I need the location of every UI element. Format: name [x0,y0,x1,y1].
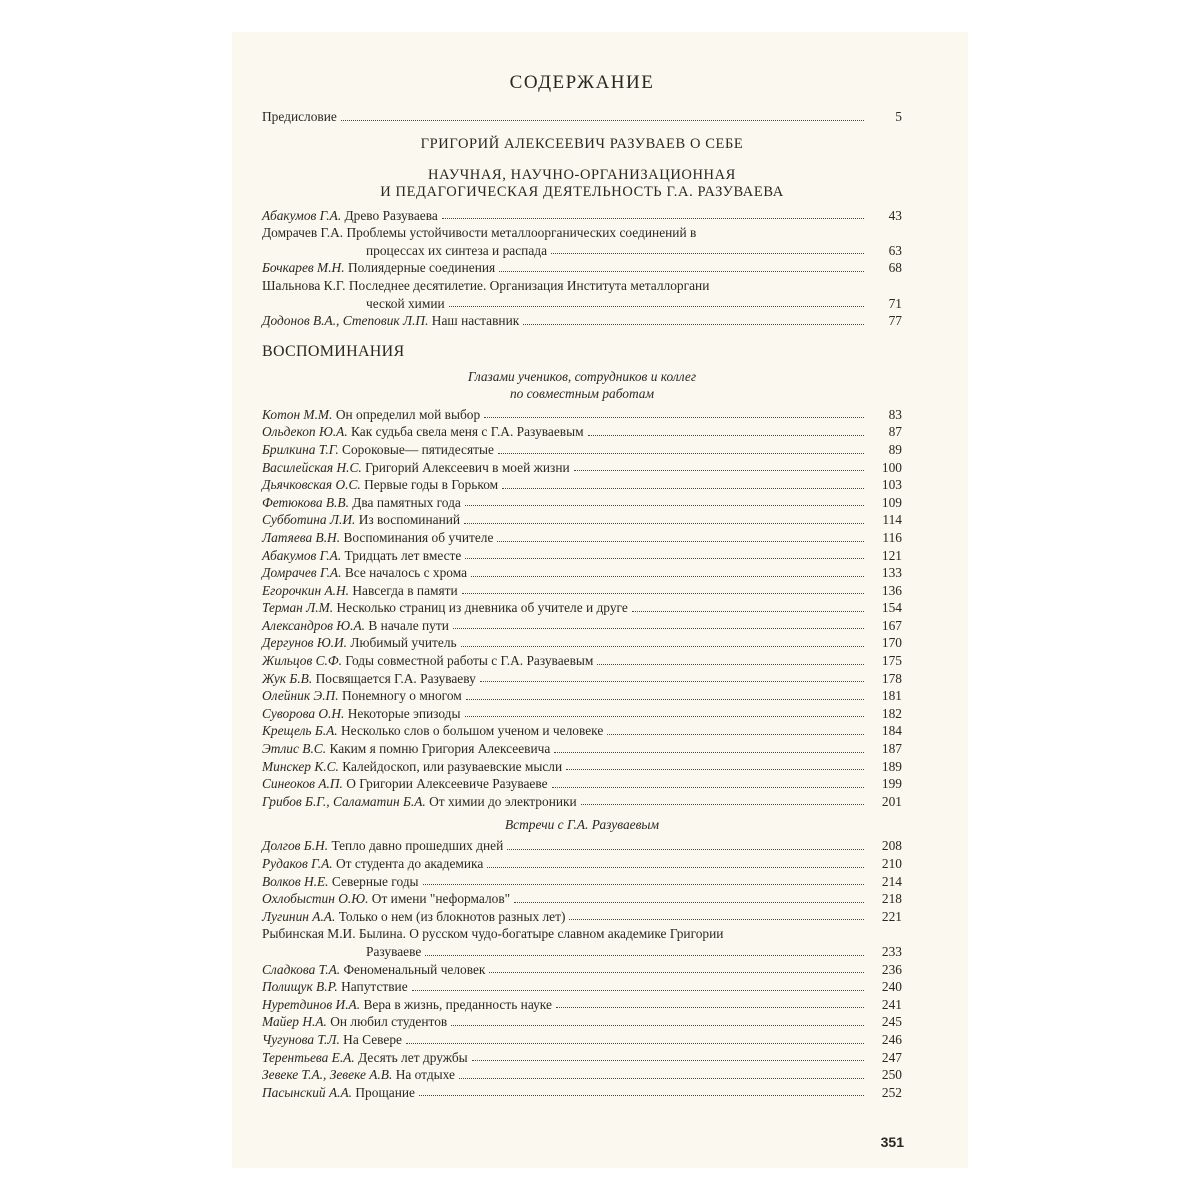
toc-entry [262,890,902,908]
leader-dots [419,1095,864,1096]
toc-entry [262,758,902,776]
entry-text [262,652,593,670]
entry-title: Понемногу о многом [341,688,462,704]
toc-entry [262,242,902,260]
toc-entry [262,978,902,996]
entry-page: 103 [881,477,902,493]
entry-page: 109 [881,494,902,510]
leader-dots [425,955,864,956]
entry-text [262,890,510,908]
entry-title: Былина. О русском чудо-богатыре славном академике Григории [358,926,724,942]
entry-text [262,996,552,1014]
entry-page: 83 [888,406,902,422]
entry-text [262,670,476,688]
entry-page: 77 [888,313,902,329]
entry-text [262,511,460,529]
entry-page: 233 [881,943,902,959]
toc-entry-first-line [262,925,902,943]
leader-dots [551,253,864,254]
entry-page: 63 [888,242,902,258]
leader-dots [465,716,865,717]
leader-dots [498,453,864,454]
entry-author: Василейская Н.С. [262,459,362,475]
toc-entry [262,740,902,758]
entry-author: Бочкарев М.Н. [262,260,345,276]
section3-heading: ВОСПОМИНАНИЯ [262,342,405,360]
entry-page: 100 [881,459,902,475]
toc-entry [262,705,902,723]
entry-page: 133 [881,565,902,581]
toc-entry [262,652,902,670]
entry-text [262,564,467,582]
entry-title: Каким я помню Григория Алексеевича [329,741,551,757]
entry-author: Сладкова Т.А. [262,961,341,977]
entry-page: 170 [881,635,902,651]
entry-author: Терман Л.М. [262,600,334,616]
entry-page: 43 [888,207,902,223]
entry-page: 246 [881,1031,902,1047]
entry-page: 71 [888,295,902,311]
leader-dots [462,593,864,594]
toc-entry [262,441,902,459]
entry-title: Григорий Алексеевич в моей жизни [365,459,570,475]
entry-text [262,775,548,793]
leader-dots [423,884,864,885]
toc-entry [262,996,902,1014]
entry-title: Все началось с хрома [344,565,468,581]
toc-entry [262,406,902,424]
entry-page: 187 [881,741,902,757]
entry-text [262,978,408,996]
entry-author: Зевеке Т.А., Зевеке А.В. [262,1067,393,1083]
leader-dots [471,576,864,577]
entry-title: Несколько слов о большом ученом и человеке [341,723,604,739]
entry-page: 121 [881,547,902,563]
entry-page: 181 [881,688,902,704]
section2-list [262,207,902,330]
entry-title: Воспоминания об учителе [343,529,494,545]
toc-entry [262,617,902,635]
entry-page: 250 [881,1067,902,1083]
entry-page: 199 [881,776,902,792]
toc-entry [262,295,902,313]
entry-text [262,423,584,441]
leader-dots [459,1078,864,1079]
entry-author: Минскер К.С. [262,758,339,774]
toc-entry [262,582,902,600]
entry-title: Вера в жизнь, преданность науке [363,996,552,1012]
entry-author: Синеоков А.П. [262,776,343,792]
entry-author: Грибов Б.Г., Саламатин Б.А. [262,793,426,809]
entry-title: От студента до академика [336,856,484,871]
entry-text [262,837,503,855]
entry-page: 175 [881,653,902,669]
entry-author: Охлобыстин О.Ю. [262,891,369,907]
entry-page: 201 [881,793,902,809]
entry-title: Как судьба свела меня с Г.А. Разуваевым [351,424,584,440]
toc-entry [262,1084,902,1102]
entry-text [262,961,485,979]
entry-page: 178 [881,670,902,686]
entry-author: Нуретдинов И.А. [262,996,361,1012]
toc-entry [262,670,902,688]
entry-author: Майер Н.А. [262,1014,327,1030]
entry-page: 68 [888,260,902,276]
toc-entry [262,1031,902,1049]
entry-title: Только о нем (из блокнотов разных лет) [338,908,566,924]
entry-author: Латяева В.Н. [262,529,341,545]
entry-text [262,259,495,277]
leader-dots [632,611,864,612]
toc-entry [262,1066,902,1084]
leader-dots [466,699,864,700]
entry-title: Древо Разуваева [344,207,438,223]
entry-author: Жук Б.В. [262,670,313,686]
leader-dots [461,646,864,647]
entry-title: Прощание [355,1084,415,1100]
entry-text [262,687,462,705]
leader-dots [472,1060,864,1061]
toc-entry [262,207,902,225]
entry-text [262,705,461,723]
entry-title: Тепло давно прошедших дней [331,838,504,854]
entry-page: 116 [882,529,902,545]
leader-dots [406,1043,864,1044]
leader-dots [412,990,864,991]
page-title: СОДЕРЖАНИЕ [509,72,655,93]
preface-text: Предисловие [262,109,337,124]
subsection1-heading-line2: по совместным работам [509,385,655,401]
toc-entry [262,476,902,494]
entry-author: Брилкина Т.Г. [262,441,339,457]
section2-heading-line2: И ПЕДАГОГИЧЕСКАЯ ДЕЯТЕЛЬНОСТЬ Г.А. РАЗУВАЕВА [380,183,784,200]
entry-text [262,1013,447,1031]
leader-dots [480,681,864,682]
toc-entry [262,547,902,565]
entry-title: Навсегда в памяти [352,582,458,598]
entry-text [262,441,494,459]
entry-author: Домрачев Г.А. [262,225,344,241]
leader-dots [464,523,864,524]
entry-author: Котон М.М. [262,406,333,422]
entry-title: На отдыхе [395,1067,455,1083]
entry-title: Сороковые— пятидесятые [342,441,494,457]
subsection1-list [262,406,902,811]
toc-entry [262,837,902,855]
entry-title: Несколько страниц из дневника об учителе и друге [336,600,628,616]
entry-author: Субботина Л.И. [262,512,356,528]
toc-entry [262,259,902,277]
entry-text [262,873,419,891]
leader-dots [552,787,864,788]
toc-entry [262,312,902,330]
entry-page: 210 [881,856,902,871]
entry-title-continuation: Разуваеве [366,943,422,959]
leader-dots [607,734,864,735]
entry-title: Напутствие [341,979,408,995]
leader-dots [449,306,864,307]
entry-title: Десять лет дружбы [358,1049,468,1065]
toc-entry [262,423,902,441]
entry-author: Додонов В.А., Степовик Л.П. [262,313,429,329]
entry-title: Любимый учитель [350,635,457,651]
entry-text [262,1066,455,1084]
entry-page: 241 [881,996,902,1012]
leader-dots [341,120,864,121]
entry-title: Проблемы устойчивости металлоорганических соединений в [346,225,697,241]
entry-page: 114 [882,512,902,528]
entry-text [262,582,458,600]
entry-text [262,1049,468,1067]
entry-text [262,529,493,547]
entry-title: Феноменальный человек [343,961,486,977]
entry-author: Терентьева Е.А. [262,1049,355,1065]
entry-author: Егорочкин А.Н. [262,582,350,598]
entry-author: Долгов Б.Н. [262,838,329,854]
subsection2-list [262,837,902,1101]
toc-entry [262,511,902,529]
leader-dots [523,324,864,325]
leader-dots [489,972,864,973]
leader-dots [484,417,864,418]
entry-text [262,634,457,652]
leader-dots [465,505,864,506]
toc-entry [262,599,902,617]
entry-title: Он определил мой выбор [335,406,481,422]
leader-dots [465,558,864,559]
entry-author: Жильцов С.Ф. [262,653,343,669]
entry-author: Суворова О.Н. [262,705,345,721]
entry-page: 184 [881,723,902,739]
entry-title: Наш наставник [431,313,520,329]
entry-title: Полиядерные соединения [347,260,496,276]
entry-author: Волков Н.Е. [262,873,329,889]
entry-title: От имени "неформалов" [371,891,511,907]
toc-entry [262,459,902,477]
entry-page: 245 [881,1014,902,1030]
entry-author: Абакумов Г.А. [262,207,342,223]
entry-author: Дьячковская О.С. [262,477,361,493]
entry-title-continuation: ческой химии [366,295,445,311]
entry-author: Шальнова К.Г. [262,277,346,293]
entry-page: 154 [881,600,902,616]
entry-title: О Григории Алексеевиче Разуваеве [346,776,548,792]
entry-page: 136 [881,582,902,598]
entry-author: Рыбинская М.И. [262,926,356,942]
leader-dots [514,902,864,903]
entry-page: 218 [881,891,902,907]
toc-entry-preface [262,108,902,126]
toc-entry [262,564,902,582]
toc-entry-first-line [262,277,902,295]
entry-page: 214 [881,873,902,889]
entry-text [262,617,449,635]
book-page [232,32,968,1168]
toc-entry [262,961,902,979]
entry-text [262,459,570,477]
entry-text [262,855,483,873]
subsection1-heading-line1: Глазами учеников, сотрудников и коллег [467,368,697,384]
leader-dots [502,488,864,489]
toc-entry [262,943,902,961]
entry-author: Олейник Э.П. [262,688,339,704]
toc-entry [262,687,902,705]
entry-title: Посвящается Г.А. Разуваеву [315,670,476,686]
leader-dots [442,218,864,219]
entry-text [262,599,628,617]
entry-title: Годы совместной работы с Г.А. Разуваевым [345,653,594,669]
entry-title: Северные годы [331,873,419,889]
leader-dots [597,664,864,665]
entry-title: Он любил студентов [330,1014,448,1030]
toc-entry [262,908,902,926]
entry-title: Два памятных года [352,494,461,510]
entry-page: 89 [888,441,902,457]
toc-entry [262,529,902,547]
leader-dots [581,804,864,805]
entry-author: Дергунов Ю.И. [262,635,348,651]
entry-page: 221 [881,908,902,924]
entry-title: Последнее десятилетие. Организация Института металлоргани [348,277,710,293]
entry-title: На Севере [343,1031,402,1047]
leader-dots [554,752,864,753]
section2-heading-line1: НАУЧНАЯ, НАУЧНО-ОРГАНИЗАЦИОННАЯ [428,166,736,183]
entry-text [262,1031,402,1049]
toc-entry [262,722,902,740]
entry-author: Крещель Б.А. [262,723,338,739]
page-number: 351 [880,1134,904,1150]
entry-text [262,758,562,776]
subsection2-heading: Встречи с Г.А. Разуваевым [504,817,660,833]
toc-entry [262,873,902,891]
toc-entry-first-line [262,224,902,242]
entry-author: Чугунова Т.Л. [262,1031,340,1047]
entry-text [262,406,480,424]
toc-entry [262,793,902,811]
entry-page: 167 [881,617,902,633]
entry-page: 87 [888,424,902,440]
entry-text [262,547,461,565]
entry-text [262,793,577,811]
entry-text [262,494,461,512]
entry-author: Полищук В.Р. [262,979,338,995]
entry-author: Фетюкова В.В. [262,494,349,510]
entry-author: Домрачев Г.А. [262,565,342,581]
leader-dots [507,849,864,850]
entry-author: Абакумов Г.А. [262,547,342,563]
entry-page: 247 [881,1049,902,1065]
section1-heading: ГРИГОРИЙ АЛЕКСЕЕВИЧ РАЗУВАЕВ О СЕБЕ [420,135,744,152]
entry-author: Пасынский А.А. [262,1084,353,1100]
toc-entry [262,775,902,793]
entry-page: 208 [881,838,902,854]
toc-entry [262,494,902,512]
entry-title: В начале пути [368,617,449,633]
entry-page: 189 [881,758,902,774]
entry-page: 240 [881,979,902,995]
leader-dots [499,271,864,272]
leader-dots [588,435,864,436]
entry-author: Александров Ю.А. [262,617,366,633]
entry-text [262,908,565,926]
entry-author: Ольдекоп Ю.А. [262,424,348,440]
leader-dots [487,867,864,868]
leader-dots [497,541,864,542]
leader-dots [566,769,864,770]
leader-dots [451,1025,864,1026]
toc-content [262,72,902,1101]
leader-dots [556,1007,864,1008]
entry-text [262,476,498,494]
toc-entry [262,855,902,873]
entry-page: 236 [881,961,902,977]
entry-title: Из воспоминаний [358,512,461,528]
entry-title: Некоторые эпизоды [347,705,461,721]
entry-text [262,722,603,740]
toc-entry [262,1049,902,1067]
entry-author: Лугинин А.А. [262,908,336,924]
entry-text [262,1084,415,1102]
leader-dots [453,628,864,629]
entry-title: Первые годы в Горьком [364,477,499,493]
entry-page: 182 [881,705,902,721]
entry-title-continuation: процессах их синтеза и распада [366,242,548,258]
toc-entry [262,634,902,652]
entry-text [262,207,438,225]
leader-dots [574,470,864,471]
preface-page: 5 [895,109,902,124]
entry-title: От химии до электроники [429,793,577,809]
entry-text [262,740,550,758]
entry-author: Рудаков Г.А. [262,856,333,871]
entry-title: Тридцать лет вместе [344,547,462,563]
entry-text [262,312,519,330]
entry-title: Калейдоскоп, или разуваевские мысли [342,758,563,774]
entry-author: Этлис В.С. [262,741,327,757]
toc-entry [262,1013,902,1031]
leader-dots [569,919,864,920]
entry-page: 252 [881,1084,902,1100]
